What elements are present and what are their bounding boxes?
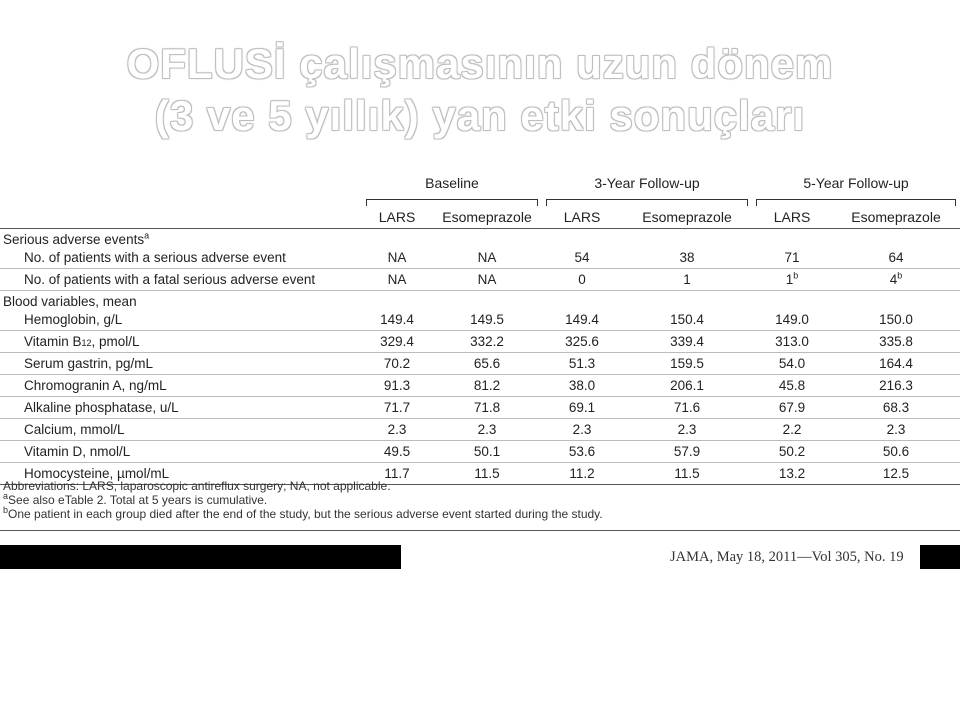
cell: 49.5	[362, 441, 432, 463]
cell: 332.2	[432, 331, 542, 353]
row-label: Chromogranin A, ng/mL	[0, 375, 362, 397]
footnote-divider	[0, 530, 960, 531]
cell: 2.3	[622, 419, 752, 441]
footnote-b	[3, 507, 603, 521]
cell: 11.5	[432, 463, 542, 485]
footnote-text: See also eTable 2. Total at 5 years is cumulative.	[8, 493, 268, 507]
cell: 329.4	[362, 331, 432, 353]
footnote-abbreviations: Abbreviations: LARS, laparoscopic antireflux surgery; NA, not applicable.	[3, 479, 391, 493]
cell: 2.3	[432, 419, 542, 441]
cell: 65.6	[432, 353, 542, 375]
row-label: Serum gastrin, pg/mL	[0, 353, 362, 375]
cell: 91.3	[362, 375, 432, 397]
row-label-part: Vitamin B	[24, 334, 82, 349]
bracket-5-year	[752, 199, 960, 206]
cell: NA	[362, 269, 432, 291]
subheader-eso-baseline: Esomeprazole	[432, 206, 542, 229]
bracket-baseline	[362, 199, 542, 206]
subheader-row	[0, 206, 960, 229]
cell: 11.2	[542, 463, 622, 485]
cell: 216.3	[832, 375, 960, 397]
table-row	[0, 247, 960, 269]
adverse-events-table-container	[0, 172, 960, 485]
cell: 70.2	[362, 353, 432, 375]
cell: 2.3	[542, 419, 622, 441]
cell: 149.0	[752, 309, 832, 331]
cell: 54	[542, 247, 622, 269]
footnote-mark: b	[3, 505, 9, 515]
row-label: No. of patients with a fatal serious adverse event	[0, 269, 362, 291]
group-header-3-year: 3-Year Follow-up	[594, 175, 700, 191]
cell: 64	[832, 247, 960, 269]
section-header-serious-adverse-events	[0, 229, 960, 248]
row-label-part: , pmol/L	[91, 334, 140, 349]
cell: 12.5	[832, 463, 960, 485]
table-row	[0, 397, 960, 419]
cell: 335.8	[832, 331, 960, 353]
row-label: Hemoglobin, g/L	[0, 309, 362, 331]
slide-title-line-2: (3 ve 5 yıllık) yan etki sonuçları	[154, 92, 806, 139]
cell: 71.6	[622, 397, 752, 419]
subheader-lars-5y: LARS	[752, 206, 832, 229]
cell: 51.3	[542, 353, 622, 375]
cell: NA	[432, 269, 542, 291]
cell: 71.7	[362, 397, 432, 419]
row-label: Vitamin D, nmol/L	[0, 441, 362, 463]
cell: 159.5	[622, 353, 752, 375]
cell: 71	[752, 247, 832, 269]
group-header-baseline: Baseline	[425, 175, 479, 191]
cell: 2.3	[362, 419, 432, 441]
cell: 149.4	[362, 309, 432, 331]
group-header-row	[0, 172, 960, 199]
row-label	[0, 331, 362, 353]
cell: 45.8	[752, 375, 832, 397]
cell: 50.2	[752, 441, 832, 463]
cell	[752, 269, 832, 291]
adverse-events-table	[0, 172, 960, 485]
footnote-mark: b	[897, 270, 903, 281]
header-empty	[0, 172, 362, 199]
table-row	[0, 419, 960, 441]
cell: NA	[362, 247, 432, 269]
cell: 325.6	[542, 331, 622, 353]
subheader-eso-5y: Esomeprazole	[832, 206, 960, 229]
row-label: Homocysteine, µmol/mL	[0, 463, 362, 485]
cell: 81.2	[432, 375, 542, 397]
row-label: Calcium, mmol/L	[0, 419, 362, 441]
cell: 68.3	[832, 397, 960, 419]
cell: 13.2	[752, 463, 832, 485]
subheader-lars-3y: LARS	[542, 206, 622, 229]
slide-title-line-1: OFLUSİ çalışmasının uzun dönem	[126, 40, 834, 87]
bracket-3-year	[542, 199, 752, 206]
table-footnotes	[3, 479, 603, 521]
row-label: Alkaline phosphatase, u/L	[0, 397, 362, 419]
cell: 11.7	[362, 463, 432, 485]
slide-title	[0, 38, 960, 142]
cell: 1	[622, 269, 752, 291]
footnote-mark: b	[793, 270, 799, 281]
cell	[832, 269, 960, 291]
cell: 53.6	[542, 441, 622, 463]
cell: 149.5	[432, 309, 542, 331]
subheader-eso-3y: Esomeprazole	[622, 206, 752, 229]
cell: 313.0	[752, 331, 832, 353]
cell: 54.0	[752, 353, 832, 375]
cell: NA	[432, 247, 542, 269]
cell: 38.0	[542, 375, 622, 397]
cell: 2.3	[832, 419, 960, 441]
cell: 150.0	[832, 309, 960, 331]
table-row	[0, 353, 960, 375]
section-label: Serious adverse events	[3, 232, 145, 247]
footnote-a	[3, 493, 603, 507]
cell-value: 4	[889, 272, 898, 287]
cell: 150.4	[622, 309, 752, 331]
cell: 67.9	[752, 397, 832, 419]
cell: 50.6	[832, 441, 960, 463]
black-bar-right	[920, 545, 960, 569]
cell: 71.8	[432, 397, 542, 419]
cell: 206.1	[622, 375, 752, 397]
group-header-5-year: 5-Year Follow-up	[803, 175, 909, 191]
section-label: Blood variables, mean	[3, 294, 137, 309]
cell: 164.4	[832, 353, 960, 375]
table-row	[0, 331, 960, 353]
cell: 0	[542, 269, 622, 291]
cell: 69.1	[542, 397, 622, 419]
subheader-lars-baseline: LARS	[362, 206, 432, 229]
cell: 339.4	[622, 331, 752, 353]
cell-value: 1	[785, 272, 794, 287]
journal-citation: JAMA, May 18, 2011—Vol 305, No. 19	[670, 549, 904, 565]
row-label-subscript: 12	[81, 338, 92, 348]
black-bar-left	[0, 545, 401, 569]
table-row	[0, 269, 960, 291]
cell: 149.4	[542, 309, 622, 331]
cell: 11.5	[622, 463, 752, 485]
table-row	[0, 441, 960, 463]
cell: 57.9	[622, 441, 752, 463]
table-row	[0, 309, 960, 331]
footnote-mark: a	[144, 230, 150, 241]
cell: 38	[622, 247, 752, 269]
footnote-mark: a	[3, 491, 9, 501]
section-header-blood-variables	[0, 291, 960, 310]
cell: 2.2	[752, 419, 832, 441]
row-label: No. of patients with a serious adverse event	[0, 247, 362, 269]
group-bracket-row	[0, 199, 960, 206]
cell: 50.1	[432, 441, 542, 463]
table-row	[0, 375, 960, 397]
footnote-text: One patient in each group died after the end of the study, but the serious adverse event started during the study.	[8, 507, 603, 521]
